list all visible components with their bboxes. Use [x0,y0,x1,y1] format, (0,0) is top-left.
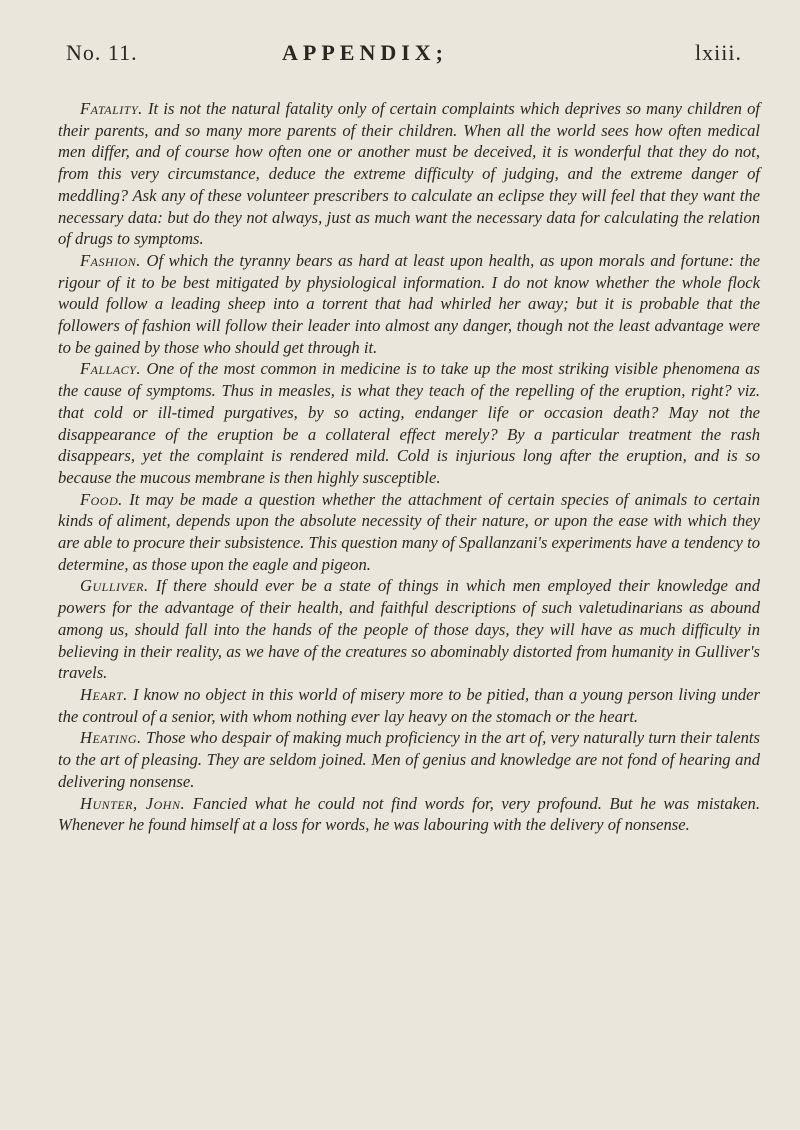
entry-fatality [58,98,760,250]
entry-term: Fatality. [80,99,143,118]
roman-page-number: lxiii. [695,40,742,65]
entry-text: It may be made a question whether the attachment of certain species of animals to certain kinds of aliment, depends upon the absolute necessity of their nature, or upon the ease with which they are able to procure their subsistence. This question many of Spallanzani's experiments have a tendency to determine, as those upon the eagle and pigeon. [58,489,760,574]
entry-fashion [58,250,760,359]
appendix-body [58,98,760,836]
entry-text: Of which the tyranny bears as hard at least upon health, as upon morals and fortune: the rigour of it to be best mitigated by physiological information. I do not know whether the whole flock would follow a leading sheep into a torrent that had whirled her away; but it is probable that the followers of fashion will follow their leader into almost any danger, though not the least advantage were to be gained by those who should get through it. [58,250,760,357]
entry-text: One of the most common in medicine is to take up the most striking visible phenomena as the cause of symptoms. Thus in measles, is what they teach of the repelling of the eruption, right? viz. that cold or ill-timed purgatives, by so acting, endanger life or occasion death? May not the disappearance of the eruption be a collateral effect merely? By a particular treatment the rash disappears, yet the complaint is rendered mild. Cold is injurious long after the eruption, and is so because the mucous membrane is then highly susceptible. [58,359,761,487]
entry-text: If there should ever be a state of things in which men employed their knowledge and powers for the advantage of their health, and faithful descriptions of such valetudinarians as abound among us, should fall into the hands of the people of those days, they will have as much difficulty in believing in their reality, as we have of the creatures so abominably distorted from humanity in Gulliver's travels. [58,576,760,683]
entry-term: Heating. [80,728,142,748]
entry-gulliver [58,575,760,684]
entry-term: Fashion. [80,250,141,270]
entry-text: I know no object in this world of misery more to be pitied, than a young person living under the controul of a senior, with whom nothing ever lay heavy on the stomach or the heart. [58,684,761,726]
page-number-label: No. 11. [66,40,138,65]
entry-food [58,489,760,576]
entry-term: Gulliver. [80,576,149,596]
entry-heart [58,684,760,727]
running-title: APPENDIX; [282,40,448,65]
entry-text: Fancied what he could not find words for, very profound. But he was mistaken. Whenever he found himself at a loss for words, he was labouring with the delivery of nonsense. [58,793,760,835]
entry-hunter-john [58,793,760,836]
entry-heating [58,727,760,792]
entry-term: Fallacy. [80,359,141,379]
entry-text: Those who despair of making much proficiency in the art of, very naturally turn their talents to the art of pleasing. They are seldom joined. Men of genius and knowledge are not fond of hearing and delivering nonsense. [58,728,760,791]
entry-term: Heart. [80,684,128,704]
entry-text: It is not the natural fatality only of certain complaints which deprives so many children of their parents, and so many more parents of their children. When all the world sees how often medical men differ, and of course how often one or another must be deceived, it is wonderful that they do not, from this very circumstance, deduce the extreme difficulty of judging, and the extreme danger of meddling? Ask any of these volunteer prescribers to calculate an eclipse they will feel that they want the necessary data: but do they not always, just as much want the necessary data for calculating the relation of drugs to symptoms. [58,99,760,249]
entry-term: Food. [80,489,123,509]
running-header [58,40,760,80]
entry-fallacy [58,358,760,488]
entry-term: Hunter, John. [80,793,186,813]
